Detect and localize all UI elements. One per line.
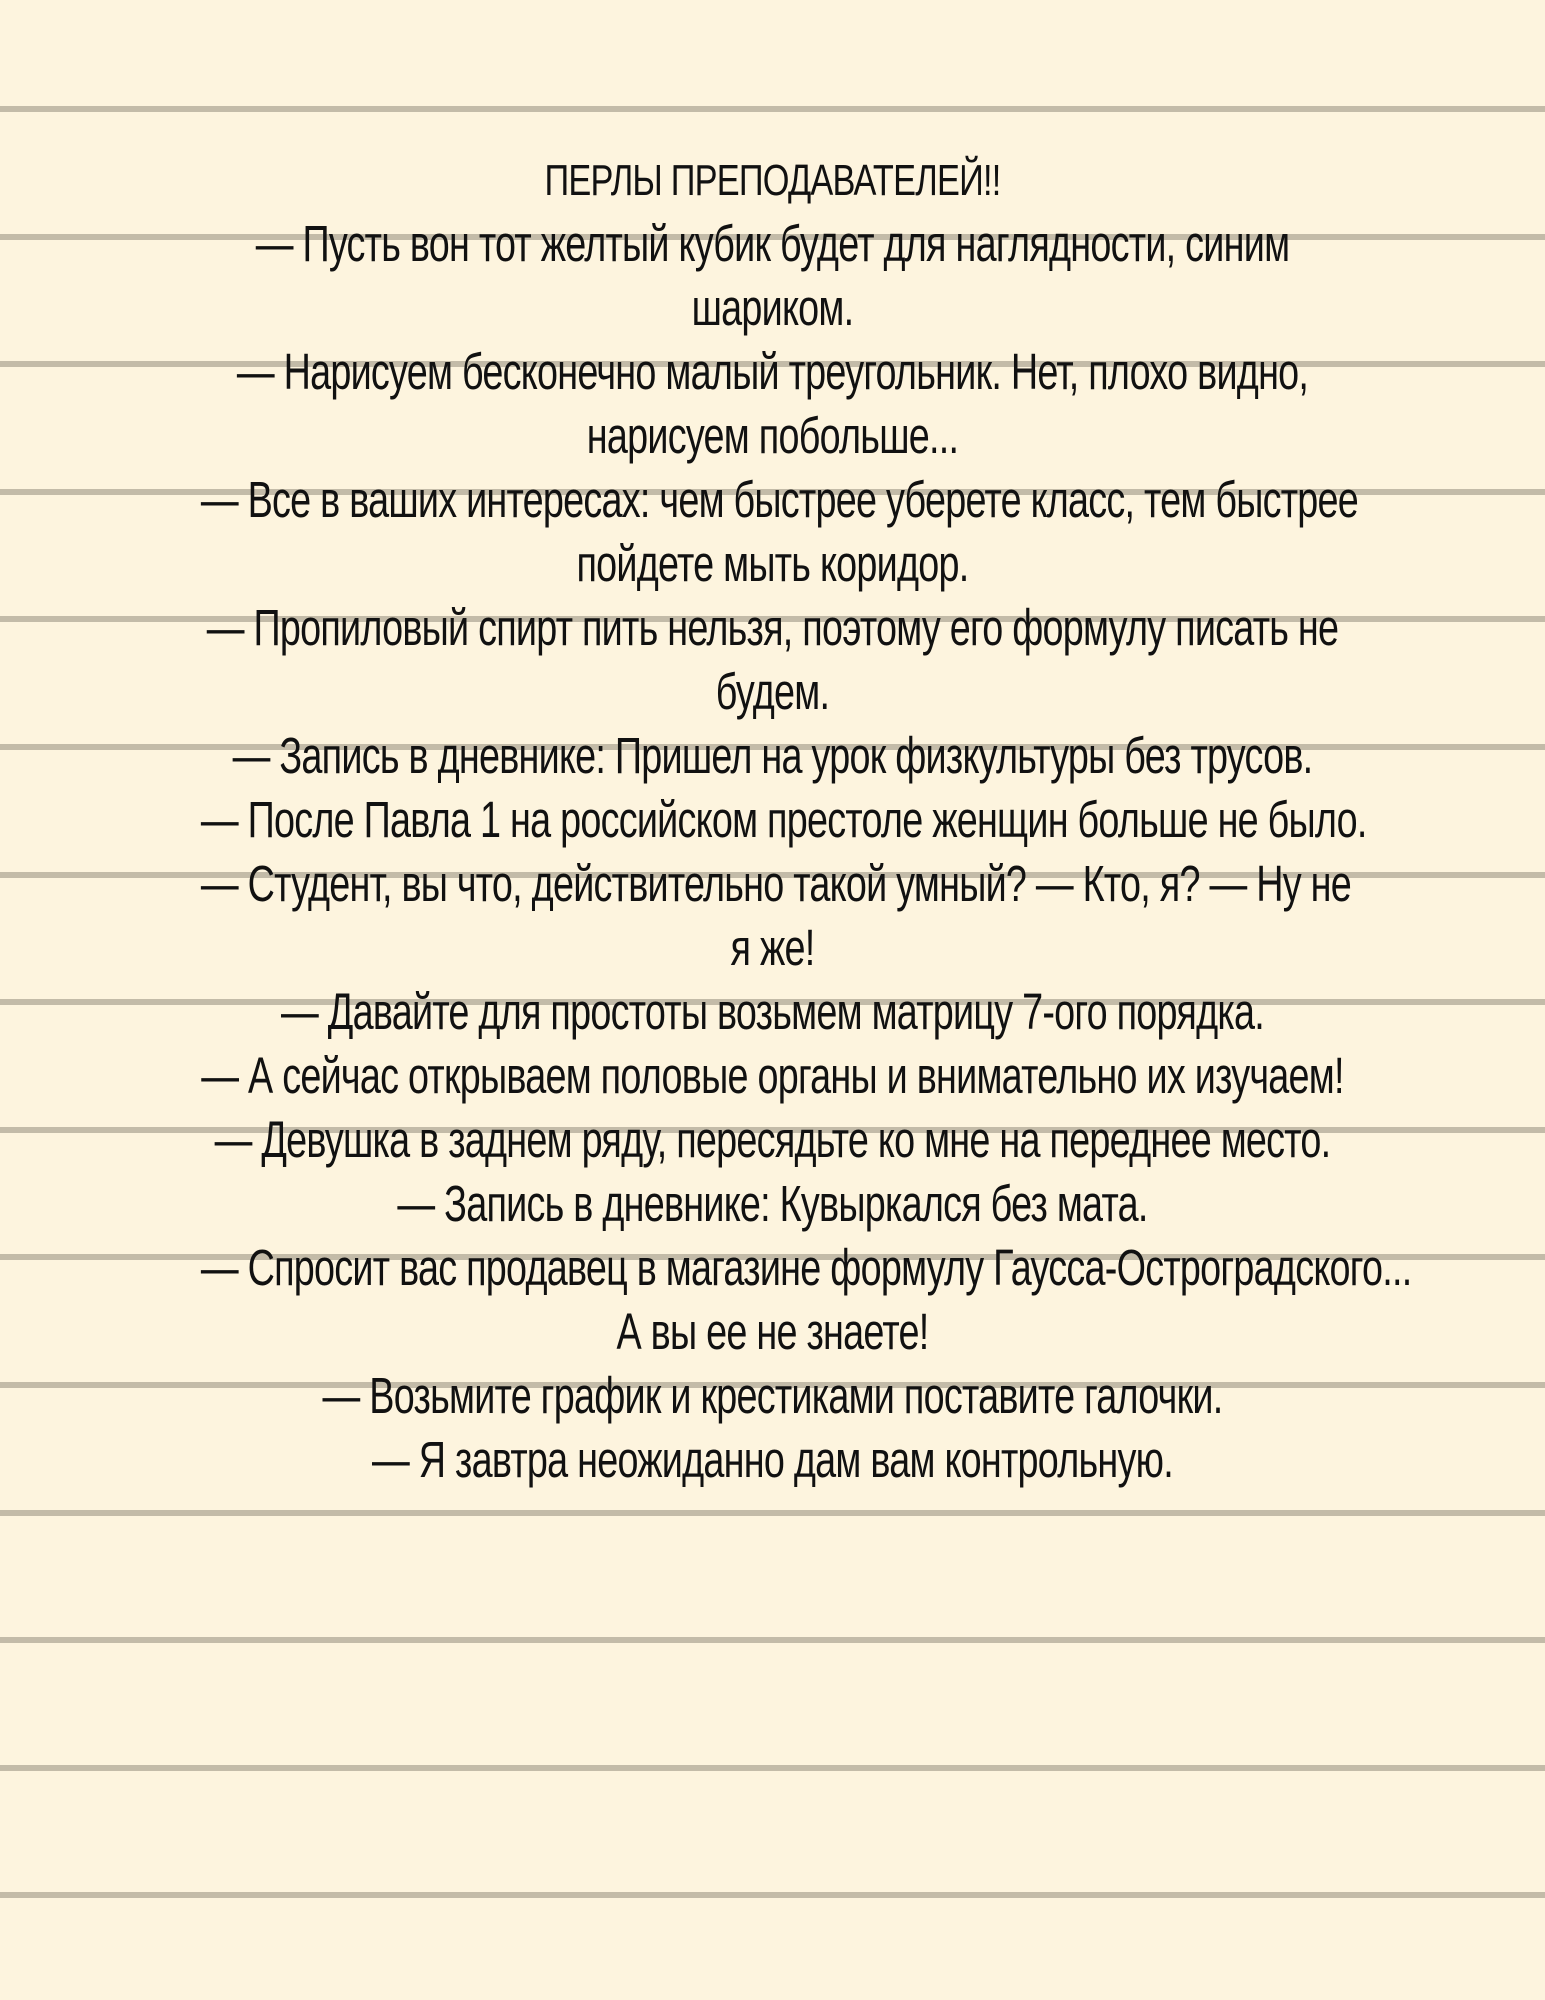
quote-line: А вы ее не знаете! [616, 1303, 929, 1360]
quote-line: — Нарисуем бесконечно малый треугольник. Нет, плохо видно, [236, 343, 1309, 400]
quote-list [0, 150, 1545, 1492]
quote-line: нарисуем побольше... [586, 407, 959, 464]
quote-line: — Я завтра неожиданно дам вам контрольную. [372, 1431, 1173, 1488]
quote-line: — Запись в дневнике: Пришел на урок физкультуры без трусов. [232, 727, 1313, 784]
quote-line: — Девушка в заднем ряду, пересядьте ко мне на переднее место. [214, 1111, 1331, 1168]
ruled-line [0, 106, 1545, 112]
quote-line: пойдете мыть коридор. [576, 535, 969, 592]
quote-line: — Студент, вы что, действительно такой умный? — Кто, я? — Ну не [200, 855, 1351, 912]
page-title: ПЕРЛЫ ПРЕПОДАВАТЕЛЕЙ!! [544, 156, 1001, 205]
quote-line: я же! [730, 919, 815, 976]
quote-line: — После Павла 1 на российском престоле женщин больше не было. [200, 791, 1367, 848]
quote-line: — Запись в дневнике: Кувыркался без мата. [397, 1175, 1148, 1232]
quote-line: — Пропиловый спирт пить нельзя, поэтому его формулу писать не [206, 599, 1339, 656]
quote-line: — Возьмите график и крестиками поставите галочки. [322, 1367, 1223, 1424]
ruled-line [0, 1637, 1545, 1643]
quote-line: шариком. [691, 279, 854, 336]
quote-line: — Спросит вас продавец в магазине формулу Гаусса-Остроградского... [200, 1239, 1412, 1296]
quote-line: — Давайте для простоты возьмем матрицу 7-ого порядка. [281, 983, 1264, 1040]
ruled-line [0, 1892, 1545, 1898]
quote-line: — Пусть вон тот желтый кубик будет для наглядности, синим [255, 215, 1290, 272]
ruled-line [0, 1765, 1545, 1771]
quote-line: — А сейчас открываем половые органы и внимательно их изучаем! [201, 1047, 1344, 1104]
quote-line: — Все в ваших интересах: чем быстрее уберете класс, тем быстрее [200, 471, 1359, 528]
quote-line: будем. [715, 663, 830, 720]
ruled-line [0, 1510, 1545, 1516]
